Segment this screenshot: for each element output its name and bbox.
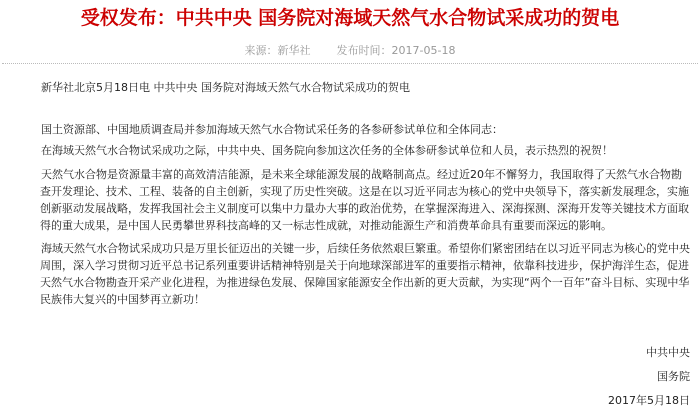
title-divider bbox=[2, 63, 698, 64]
article-title: 受权发布：中共中央 国务院对海域天然气水合物试采成功的贺电 bbox=[80, 7, 620, 29]
paragraph-2: 天然气水合物是资源量丰富的高效清洁能源，是未来全球能源发展的战略制高点。经过近20年不懈努力，我国取得了天然气水合物勘查开发理论、技术、工程、装备的自主创新，实现了历史性突破。这是在以习近平同志为核心的党中央领导下，落实新发展理念，实施创新驱动发展战略，发挥我国社会主义制度可以集中力量办大事的政治优势，在掌握深海进入、深海探测、深海开发等关键技术方面取得的重大成果，是中国人民勇攀世界科技高峰的又一标志性成就，对推动能源生产和消费革命具有重要而深远的影响。 bbox=[40, 168, 689, 232]
signature-cpc: 中共中央 bbox=[646, 346, 690, 359]
publish-time: 发布时间：2017-05-18 bbox=[336, 44, 456, 57]
source-label: 来源：新华社 bbox=[244, 44, 311, 57]
paragraph-1: 在海域天然气水合物试采成功之际，中共中央、国务院向参加这次任务的全体参研参试单位和人员，表示热烈的祝贺！ bbox=[41, 144, 613, 157]
paragraph-3: 海域天然气水合物试采成功只是万里长征迈出的关键一步，后续任务依然艰巨繁重。希望你们紧密团结在以习近平同志为核心的党中央周围，深入学习贯彻习近平总书记系列重要讲话精神特别是关于向地球深部进军的重要指示精神，依靠科技进步，保护海洋生态，促进天然气水合物勘查开采产业化进程，为推进绿色发展、保障国家能源安全作出新的更大贡献，为实现“两个一百年”奋斗目标、实现中华民族伟大复兴的中国梦再立新功！ bbox=[40, 242, 690, 306]
article-dateline: 新华社北京5月18日电 中共中央 国务院对海域天然气水合物试采成功的贺电 bbox=[41, 81, 410, 94]
article-salutation: 国土资源部、中国地质调查局并参加海域天然气水合物试采任务的各参研参试单位和全体同志： bbox=[41, 123, 503, 136]
article-meta bbox=[0, 44, 700, 58]
signature-date: 2017年5月18日 bbox=[608, 394, 690, 407]
signature-state-council: 国务院 bbox=[657, 370, 690, 383]
